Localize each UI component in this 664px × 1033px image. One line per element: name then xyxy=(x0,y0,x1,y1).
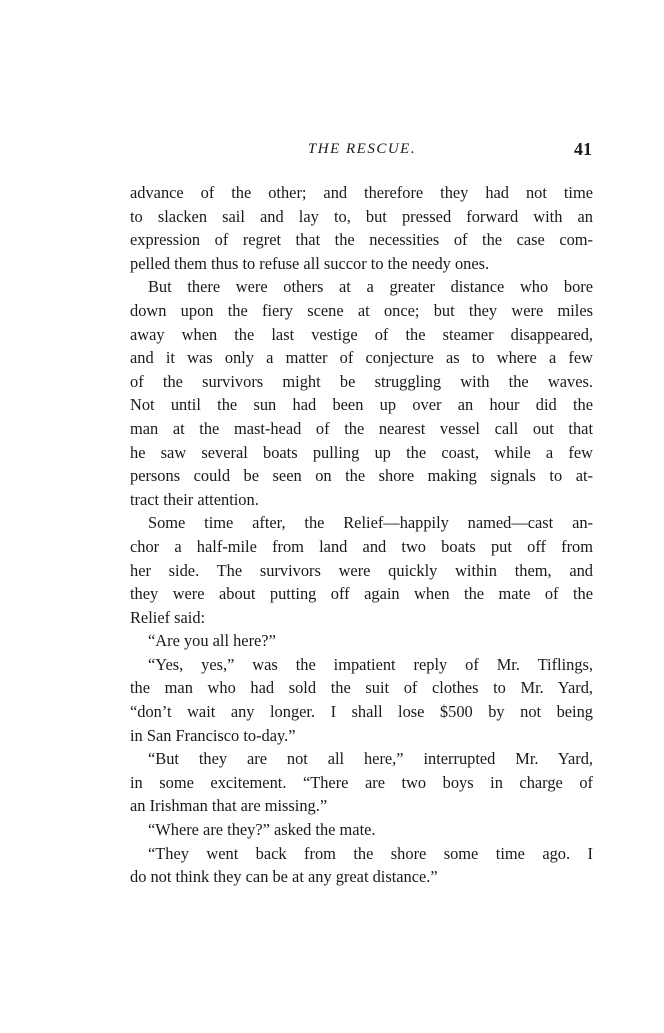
text-line: tract their attention. xyxy=(130,489,259,509)
text-line: in some excitement. “There are two boys in charge of xyxy=(130,772,593,792)
paragraph-start-line: “Are you all here?” xyxy=(148,631,276,651)
text-line: advance of the other; and therefore they had not time xyxy=(130,183,593,202)
paragraph-start-line: Some time after, the Relief—happily named—cast an- xyxy=(148,513,593,533)
text-line: and it was only a matter of conjecture as to where a few xyxy=(130,348,593,368)
text-line: the man who had sold the suit of clothes to Mr. Yard, xyxy=(130,678,593,698)
running-title: THE RESCUE. xyxy=(307,141,417,157)
text-line: to slacken sail and lay to, but pressed forward with an xyxy=(130,206,593,226)
text-line: man at the mast-head of the nearest vessel call out that xyxy=(130,418,593,438)
text-line: he saw several boats pulling up the coast, while a few xyxy=(130,442,593,462)
body-text xyxy=(130,181,593,889)
paragraph-start-line: “They went back from the shore some time ago. I xyxy=(148,843,593,863)
paragraph-start-line: But there were others at a greater distance who bore xyxy=(148,277,593,297)
text-line: expression of regret that the necessities of the case com- xyxy=(130,230,593,250)
text-line: “don’t wait any longer. I shall lose $500 by not being xyxy=(130,702,593,722)
paragraph-start-line: “Where are they?” asked the mate. xyxy=(148,820,376,840)
text-line: of the survivors might be struggling with the waves. xyxy=(130,371,593,391)
text-line: persons could be seen on the shore making signals to at- xyxy=(130,466,593,486)
text-line: they were about putting off again when the mate of the xyxy=(130,584,593,604)
text-line: do not think they can be at any great distance.” xyxy=(130,867,438,887)
text-line: chor a half-mile from land and two boats put off from xyxy=(130,536,593,556)
text-line: in San Francisco to-day.” xyxy=(130,725,296,745)
paragraph-start-line: “But they are not all here,” interrupted Mr. Yard, xyxy=(148,749,593,769)
text-line: her side. The survivors were quickly within them, and xyxy=(130,560,593,580)
page-number: 41 xyxy=(574,139,592,159)
text-line: down upon the fiery scene at once; but they were miles xyxy=(130,300,593,320)
text-line: Not until the sun had been up over an hour did the xyxy=(130,395,593,415)
text-line: away when the last vestige of the steamer disappeared, xyxy=(130,324,593,344)
running-head xyxy=(130,141,594,163)
text-line: Relief said: xyxy=(130,607,206,627)
paragraph-start-line: “Yes, yes,” was the impatient reply of Mr. Tiflings, xyxy=(148,654,593,674)
text-line: pelled them thus to refuse all succor to the needy ones. xyxy=(130,253,490,273)
text-line: an Irishman that are missing.” xyxy=(130,796,328,816)
